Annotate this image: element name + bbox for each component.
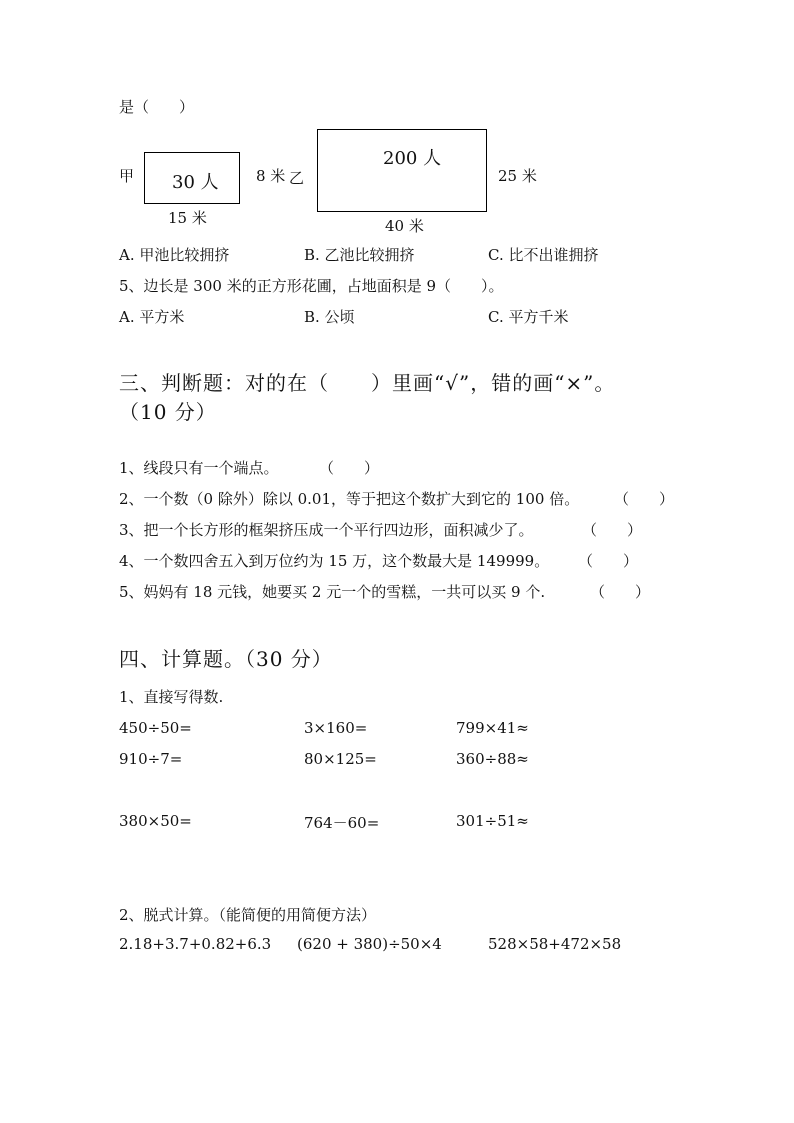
judgment-answer-5[interactable]: （ ） [590, 583, 651, 601]
q4-option-b: B. 乙池比较拥挤 [304, 246, 415, 264]
pool-a-name: 甲 [119, 167, 135, 185]
question-4-tail: 是（ ） [119, 98, 195, 116]
section-4-title: 四、计算题。（30 分） [119, 647, 333, 671]
calc-item: 80×125= [304, 750, 377, 768]
q4-option-c: C. 比不出谁拥挤 [488, 246, 599, 264]
judgment-answer-2[interactable]: （ ） [614, 490, 675, 508]
pool-b-name: 乙 [289, 169, 305, 187]
judgment-item-4: 4、一个数四舍五入到万位约为 15 万，这个数最大是 149999。 [119, 552, 550, 570]
step-expression: 2.18+3.7+0.82+6.3 [119, 935, 272, 953]
pool-a-height: 8 米 [256, 167, 286, 185]
question-5: 5、边长是 300 米的正方形花圃，占地面积是 9（ ）。 [119, 277, 504, 295]
q5-option-c: C. 平方千米 [488, 308, 569, 326]
step-expression: 528×58+472×58 [488, 935, 622, 953]
judgment-item-1: 1、线段只有一个端点。 [119, 459, 279, 477]
calc-subtitle-2: 2、脱式计算。（能简便的用简便方法） [119, 906, 377, 924]
pool-b-height: 25 米 [498, 167, 537, 185]
pool-a-width: 15 米 [168, 209, 207, 227]
calc-item: 301÷51≈ [456, 812, 529, 830]
judgment-answer-1[interactable]: （ ） [319, 459, 380, 477]
calc-item: 360÷88≈ [456, 750, 529, 768]
step-expression: (620 + 380)÷50×4 [297, 935, 442, 953]
calc-item: 764－60= [304, 814, 380, 832]
section-3-title: 三、判断题：对的在（ ）里画“√”，错的画“×”。 [119, 371, 616, 395]
section-3-score: （10 分） [119, 400, 217, 424]
calc-item: 3×160= [304, 719, 368, 737]
pool-b-rectangle [317, 129, 487, 212]
judgment-answer-3[interactable]: （ ） [582, 521, 643, 539]
calc-item: 450÷50= [119, 719, 192, 737]
q4-option-a: A. 甲池比较拥挤 [119, 246, 230, 264]
q5-option-b: B. 公顷 [304, 308, 355, 326]
judgment-item-5: 5、妈妈有 18 元钱，她要买 2 元一个的雪糕，一共可以买 9 个. [119, 583, 546, 601]
pool-b-people: 200 人 [383, 148, 442, 169]
calc-item: 380×50= [119, 812, 192, 830]
pool-b-width: 40 米 [385, 217, 424, 235]
pool-a-people: 30 人 [172, 172, 219, 193]
judgment-answer-4[interactable]: （ ） [578, 552, 639, 570]
calc-subtitle-1: 1、直接写得数. [119, 688, 224, 706]
calc-item: 910÷7= [119, 750, 183, 768]
calc-item: 799×41≈ [456, 719, 529, 737]
judgment-item-2: 2、一个数（0 除外）除以 0.01，等于把这个数扩大到它的 100 倍。 [119, 490, 580, 508]
judgment-item-3: 3、把一个长方形的框架挤压成一个平行四边形，面积减少了。 [119, 521, 534, 539]
q5-option-a: A. 平方米 [119, 308, 185, 326]
